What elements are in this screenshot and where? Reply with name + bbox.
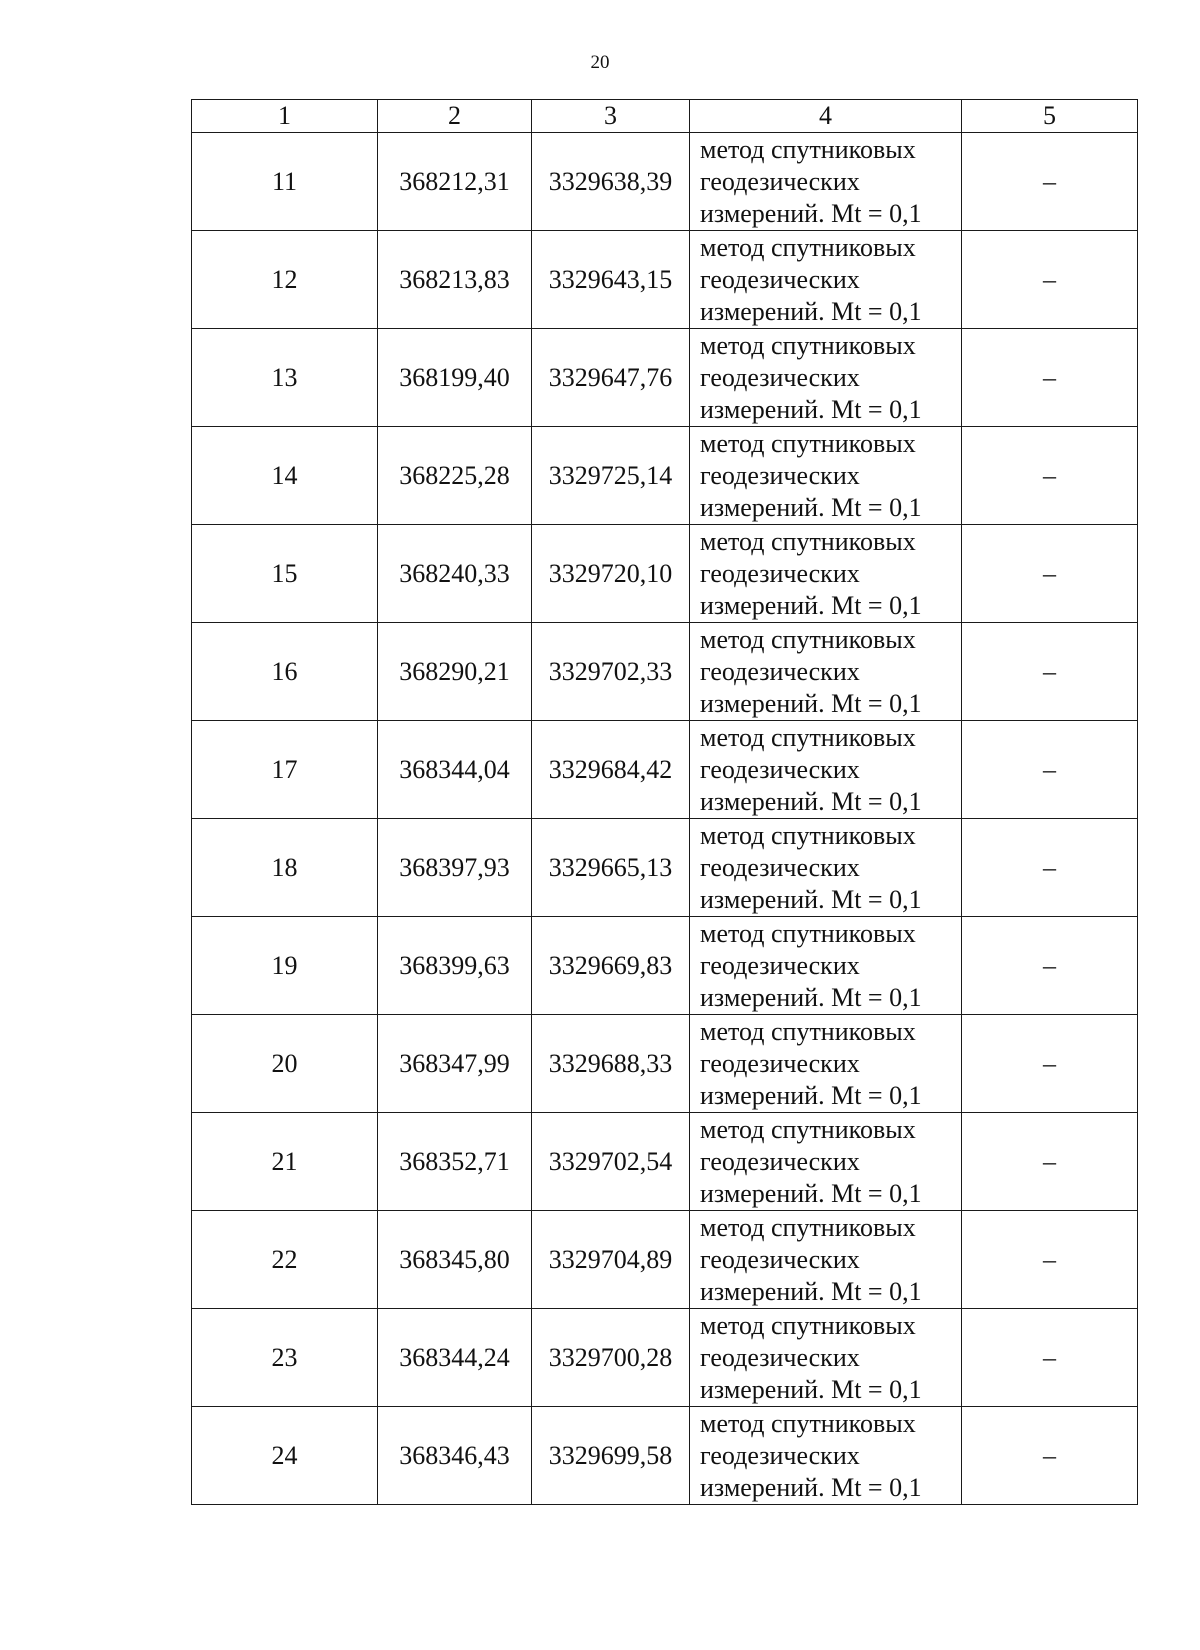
method-line: метод спутниковых: [700, 134, 916, 164]
x-coordinate-cell: 368397,93: [378, 819, 532, 917]
table-row: [192, 1113, 1138, 1211]
method-line: метод спутниковых: [700, 1408, 916, 1438]
x-coordinate-cell: 368345,80: [378, 1211, 532, 1309]
method-line: измерений. Mt = 0,1: [700, 296, 922, 326]
table-body: [192, 133, 1138, 1505]
method-line: метод спутниковых: [700, 918, 916, 948]
point-number-cell: 21: [192, 1113, 378, 1211]
table-row: [192, 819, 1138, 917]
method-line: геодезических: [700, 950, 860, 980]
point-number-cell: 13: [192, 329, 378, 427]
x-coordinate-cell: 368225,28: [378, 427, 532, 525]
y-coordinate-cell: 3329702,33: [532, 623, 690, 721]
coordinates-table: [191, 99, 1138, 1505]
note-cell: –: [962, 133, 1138, 231]
method-line: геодезических: [700, 1342, 860, 1372]
method-cell: [690, 623, 962, 721]
column-header-3: 3: [532, 100, 690, 133]
y-coordinate-cell: 3329684,42: [532, 721, 690, 819]
note-cell: –: [962, 1309, 1138, 1407]
x-coordinate-cell: 368199,40: [378, 329, 532, 427]
method-line: геодезических: [700, 264, 860, 294]
method-cell: [690, 1015, 962, 1113]
method-line: измерений. Mt = 0,1: [700, 1374, 922, 1404]
y-coordinate-cell: 3329688,33: [532, 1015, 690, 1113]
table-row: [192, 231, 1138, 329]
method-line: геодезических: [700, 656, 860, 686]
method-line: измерений. Mt = 0,1: [700, 1178, 922, 1208]
method-line: метод спутниковых: [700, 722, 916, 752]
method-cell: [690, 133, 962, 231]
table-row: [192, 917, 1138, 1015]
method-cell: [690, 525, 962, 623]
x-coordinate-cell: 368399,63: [378, 917, 532, 1015]
method-line: метод спутниковых: [700, 428, 916, 458]
method-line: геодезических: [700, 558, 860, 588]
point-number-cell: 15: [192, 525, 378, 623]
method-cell: [690, 1211, 962, 1309]
method-cell: [690, 329, 962, 427]
y-coordinate-cell: 3329665,13: [532, 819, 690, 917]
note-cell: –: [962, 231, 1138, 329]
column-header-5: 5: [962, 100, 1138, 133]
x-coordinate-cell: 368212,31: [378, 133, 532, 231]
method-line: измерений. Mt = 0,1: [700, 982, 922, 1012]
method-line: измерений. Mt = 0,1: [700, 1080, 922, 1110]
y-coordinate-cell: 3329704,89: [532, 1211, 690, 1309]
point-number-cell: 16: [192, 623, 378, 721]
note-cell: –: [962, 623, 1138, 721]
method-line: метод спутниковых: [700, 330, 916, 360]
note-cell: –: [962, 917, 1138, 1015]
method-line: измерений. Mt = 0,1: [700, 590, 922, 620]
method-line: геодезических: [700, 166, 860, 196]
table-row: [192, 1211, 1138, 1309]
column-header-4: 4: [690, 100, 962, 133]
table-header-row: [192, 100, 1138, 133]
method-line: измерений. Mt = 0,1: [700, 492, 922, 522]
table-row: [192, 1407, 1138, 1505]
page-number: 20: [590, 52, 610, 73]
y-coordinate-cell: 3329725,14: [532, 427, 690, 525]
method-line: геодезических: [700, 362, 860, 392]
method-line: геодезических: [700, 460, 860, 490]
column-header-2: 2: [378, 100, 532, 133]
x-coordinate-cell: 368213,83: [378, 231, 532, 329]
point-number-cell: 23: [192, 1309, 378, 1407]
y-coordinate-cell: 3329669,83: [532, 917, 690, 1015]
table-row: [192, 525, 1138, 623]
method-line: геодезических: [700, 852, 860, 882]
point-number-cell: 19: [192, 917, 378, 1015]
table-row: [192, 329, 1138, 427]
method-line: измерений. Mt = 0,1: [700, 198, 922, 228]
note-cell: –: [962, 1015, 1138, 1113]
note-cell: –: [962, 1113, 1138, 1211]
method-cell: [690, 721, 962, 819]
method-line: геодезических: [700, 1146, 860, 1176]
method-line: измерений. Mt = 0,1: [700, 786, 922, 816]
note-cell: –: [962, 525, 1138, 623]
point-number-cell: 18: [192, 819, 378, 917]
y-coordinate-cell: 3329700,28: [532, 1309, 690, 1407]
note-cell: –: [962, 329, 1138, 427]
method-line: измерений. Mt = 0,1: [700, 1276, 922, 1306]
method-line: метод спутниковых: [700, 624, 916, 654]
method-line: метод спутниковых: [700, 526, 916, 556]
method-line: метод спутниковых: [700, 1310, 916, 1340]
x-coordinate-cell: 368290,21: [378, 623, 532, 721]
point-number-cell: 17: [192, 721, 378, 819]
note-cell: –: [962, 721, 1138, 819]
point-number-cell: 14: [192, 427, 378, 525]
method-line: геодезических: [700, 754, 860, 784]
point-number-cell: 22: [192, 1211, 378, 1309]
table-row: [192, 1309, 1138, 1407]
y-coordinate-cell: 3329699,58: [532, 1407, 690, 1505]
y-coordinate-cell: 3329647,76: [532, 329, 690, 427]
method-cell: [690, 1113, 962, 1211]
table-row: [192, 1015, 1138, 1113]
point-number-cell: 11: [192, 133, 378, 231]
x-coordinate-cell: 368346,43: [378, 1407, 532, 1505]
method-cell: [690, 819, 962, 917]
x-coordinate-cell: 368352,71: [378, 1113, 532, 1211]
table-row: [192, 427, 1138, 525]
y-coordinate-cell: 3329720,10: [532, 525, 690, 623]
method-cell: [690, 1309, 962, 1407]
table-row: [192, 623, 1138, 721]
method-line: геодезических: [700, 1440, 860, 1470]
y-coordinate-cell: 3329702,54: [532, 1113, 690, 1211]
method-line: метод спутниковых: [700, 232, 916, 262]
method-line: метод спутниковых: [700, 1016, 916, 1046]
point-number-cell: 24: [192, 1407, 378, 1505]
method-line: метод спутниковых: [700, 820, 916, 850]
method-line: измерений. Mt = 0,1: [700, 884, 922, 914]
point-number-cell: 20: [192, 1015, 378, 1113]
table-row: [192, 133, 1138, 231]
note-cell: –: [962, 427, 1138, 525]
method-cell: [690, 917, 962, 1015]
column-header-1: 1: [192, 100, 378, 133]
y-coordinate-cell: 3329643,15: [532, 231, 690, 329]
method-line: метод спутниковых: [700, 1114, 916, 1144]
method-cell: [690, 427, 962, 525]
method-line: геодезических: [700, 1048, 860, 1078]
x-coordinate-cell: 368240,33: [378, 525, 532, 623]
method-line: геодезических: [700, 1244, 860, 1274]
method-line: измерений. Mt = 0,1: [700, 1472, 922, 1502]
table-row: [192, 721, 1138, 819]
method-cell: [690, 1407, 962, 1505]
point-number-cell: 12: [192, 231, 378, 329]
note-cell: –: [962, 1407, 1138, 1505]
note-cell: –: [962, 1211, 1138, 1309]
x-coordinate-cell: 368347,99: [378, 1015, 532, 1113]
method-line: измерений. Mt = 0,1: [700, 688, 922, 718]
y-coordinate-cell: 3329638,39: [532, 133, 690, 231]
method-line: измерений. Mt = 0,1: [700, 394, 922, 424]
note-cell: –: [962, 819, 1138, 917]
method-cell: [690, 231, 962, 329]
x-coordinate-cell: 368344,24: [378, 1309, 532, 1407]
method-line: метод спутниковых: [700, 1212, 916, 1242]
x-coordinate-cell: 368344,04: [378, 721, 532, 819]
